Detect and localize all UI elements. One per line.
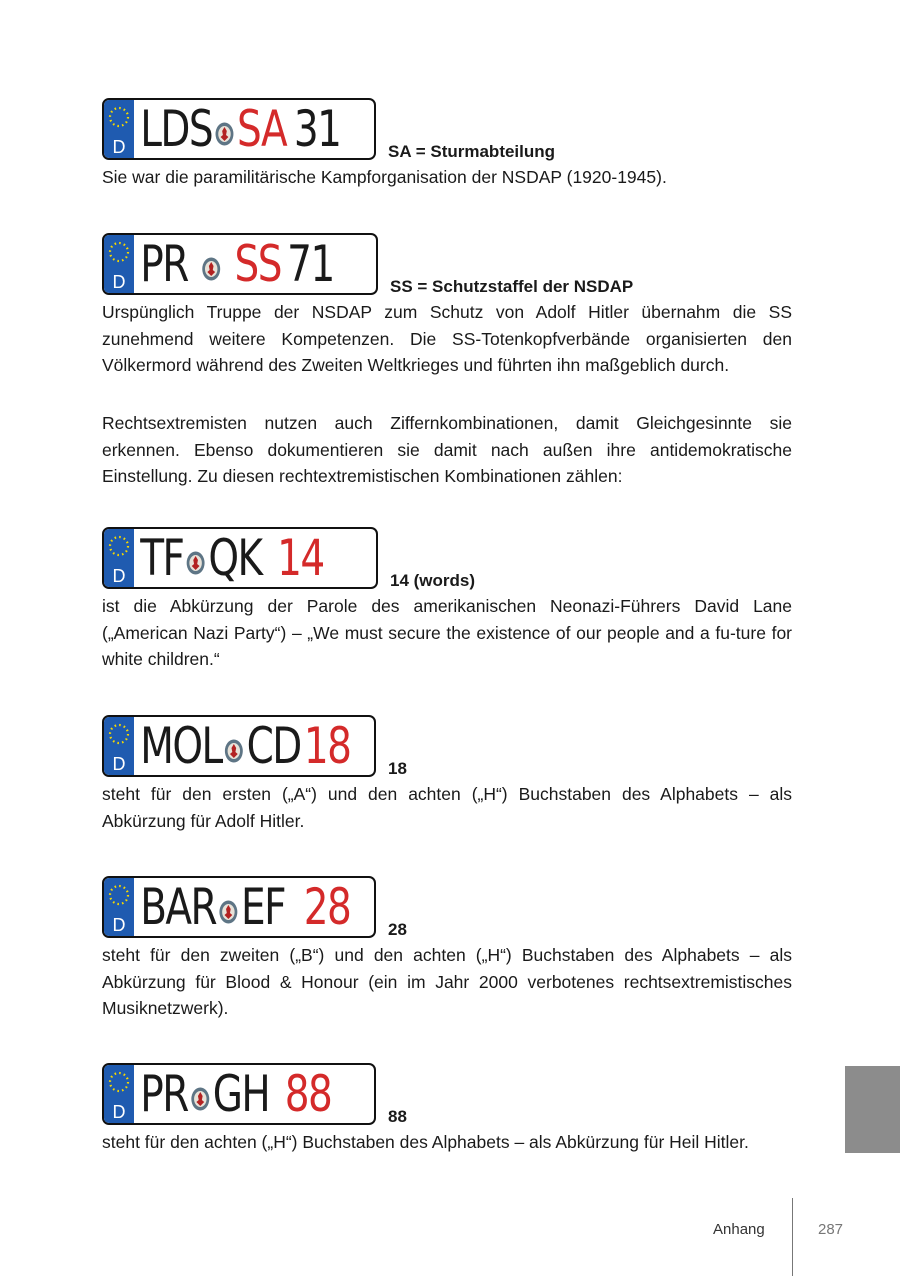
- euroband: [104, 235, 134, 293]
- entry-label: 28: [388, 920, 407, 939]
- plate-letters: EF: [241, 878, 286, 936]
- plate-row: [102, 715, 792, 777]
- seal-icon: [225, 739, 244, 763]
- plate-chars: [134, 717, 350, 775]
- entry-text: steht für den achten („H“) Buchstaben des Alphabets – als Abkürzung für Heil Hitler.: [102, 1132, 749, 1152]
- thumb-index-tab: [845, 1066, 900, 1153]
- plate-letters: CD: [246, 717, 301, 775]
- entry-28: [102, 876, 792, 1022]
- entry-sa: [102, 98, 792, 191]
- plate-row: [102, 1063, 792, 1125]
- euroband: [104, 100, 134, 158]
- country-code: D: [112, 1102, 126, 1122]
- eu-stars-icon: [107, 105, 131, 129]
- license-plate: [102, 715, 376, 777]
- plate-letters: SA: [237, 100, 287, 158]
- entry-label: SS = Schutzstaffel der NSDAP: [390, 277, 634, 296]
- license-plate: [102, 98, 376, 160]
- intro-paragraph: Rechtsextremisten nutzen auch Ziffernkombinationen, damit Gleichgesinnte sie erkennen. Ebenso dokumentieren sie damit nach außen ihre antidemokratische Einstellung. Zu diesen rechtextremistischen Kombinationen zählen:: [102, 413, 792, 486]
- eu-stars-icon: [107, 240, 131, 264]
- entry-text: steht für den zweiten („B“) und den achten („H“) Buchstaben des Alphabets – als Abkürzung für Blood & Honour (ein im Jahr 2000 verbotenes rechtsextremistisches Musiknetzwerk).: [102, 945, 792, 1018]
- plate-row: [102, 98, 792, 160]
- plate-row: [102, 876, 792, 938]
- plate-row: [102, 233, 792, 295]
- euroband: [104, 878, 134, 936]
- entry-14: [102, 527, 792, 673]
- plate-district: PR: [140, 1065, 188, 1123]
- entry-18: [102, 715, 792, 834]
- plate-letters: QK: [208, 529, 262, 587]
- license-plate: [102, 527, 378, 589]
- country-code: D: [112, 754, 126, 774]
- plate-chars: [134, 235, 334, 293]
- seal-icon: [202, 257, 221, 281]
- plate-district: MOL: [140, 717, 222, 775]
- euroband: [104, 529, 134, 587]
- license-plate: [102, 1063, 376, 1125]
- plate-chars: [134, 100, 340, 158]
- plate-district: LDS: [140, 100, 213, 158]
- plate-number: 71: [287, 235, 334, 293]
- plate-chars: [134, 529, 324, 587]
- plate-district: TF: [140, 529, 184, 587]
- eu-stars-icon: [107, 883, 131, 907]
- seal-icon: [187, 551, 206, 575]
- plate-letters: SS: [234, 235, 281, 293]
- plate-number: 31: [293, 100, 341, 158]
- plate-letters: GH: [212, 1065, 270, 1123]
- entry-label: 14 (words): [390, 571, 476, 590]
- plate-number: 28: [303, 878, 351, 936]
- entry-text: steht für den ersten („A“) und den achten („H“) Buchstaben des Alphabets – als Abkürzung für Adolf Hitler.: [102, 784, 792, 831]
- entry-text: ist die Abkürzung der Parole des amerikanischen Neonazi-Führers David Lane („American Nazi Party“) – „We must secure the existence of our people and a fu-ture for white children.“: [102, 596, 792, 669]
- footer-divider: [792, 1198, 793, 1276]
- entry-text: Urspünglich Truppe der NSDAP zum Schutz von Adolf Hitler übernahm die SS zunehmend weitere Kompetenzen. Die SS-Totenkopfverbände organisierten den Völkermord während des Zweiten Weltkrieges und führten ihn maßgeblich durch.: [102, 302, 792, 375]
- country-code: D: [112, 137, 126, 157]
- country-code: D: [112, 915, 126, 935]
- plate-number: 18: [303, 717, 351, 775]
- plate-district: BAR: [140, 878, 217, 936]
- footer-section-title: Anhang: [713, 1221, 765, 1238]
- eu-stars-icon: [107, 722, 131, 746]
- entry-label: 18: [388, 759, 407, 778]
- entry-88: [102, 1063, 792, 1156]
- seal-icon: [215, 122, 234, 146]
- seal-icon: [191, 1087, 210, 1111]
- seal-icon: [219, 900, 238, 924]
- entry-label: SA = Sturmabteilung: [388, 142, 556, 161]
- entry-text: Sie war die paramilitärische Kampforganisation der NSDAP (1920-1945).: [102, 167, 667, 187]
- page-number: 287: [818, 1221, 844, 1238]
- euroband: [104, 1065, 134, 1123]
- license-plate: [102, 233, 378, 295]
- plate-number: 88: [284, 1065, 332, 1123]
- plate-row: [102, 527, 792, 589]
- plate-chars: [134, 1065, 331, 1123]
- license-plate: [102, 876, 376, 938]
- country-code: D: [112, 272, 126, 292]
- eu-stars-icon: [107, 1070, 131, 1094]
- entry-ss: [102, 233, 792, 379]
- plate-chars: [134, 878, 350, 936]
- entry-label: 88: [388, 1107, 407, 1126]
- plate-district: PR: [140, 235, 188, 293]
- country-code: D: [112, 566, 126, 586]
- plate-number: 14: [277, 529, 324, 587]
- eu-stars-icon: [107, 534, 131, 558]
- euroband: [104, 717, 134, 775]
